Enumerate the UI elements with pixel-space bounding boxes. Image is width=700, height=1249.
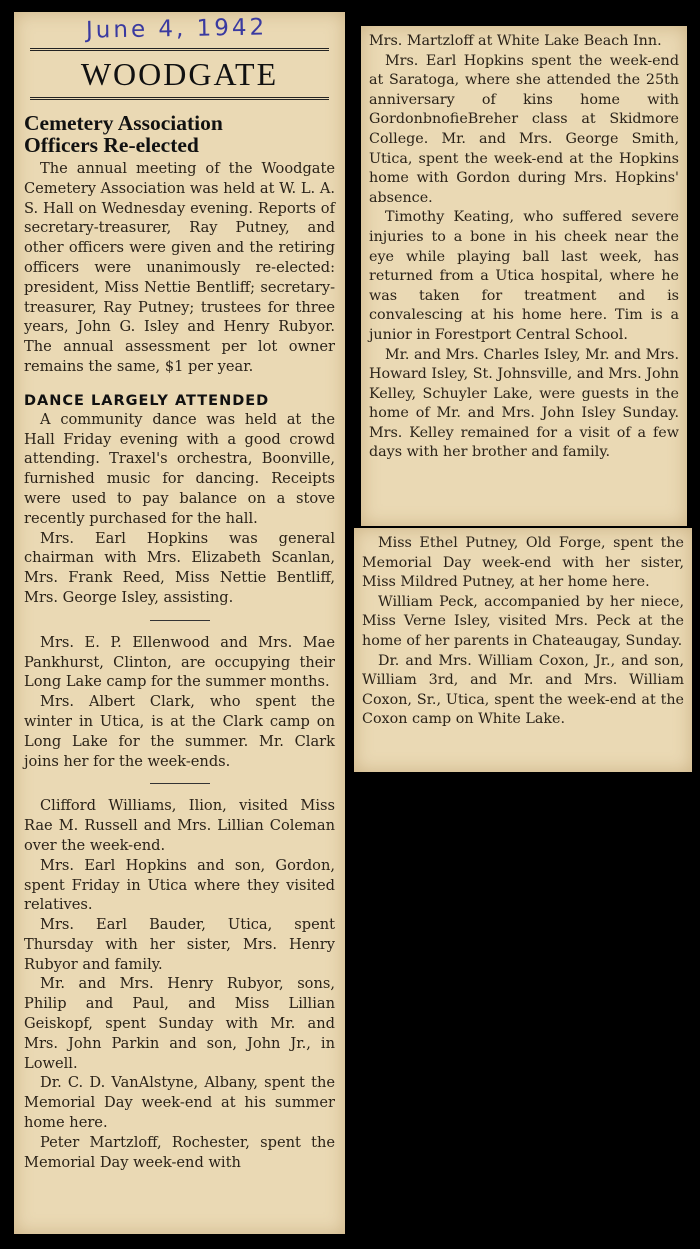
paragraph-cemetery-meeting: The annual meeting of the Woodgate Cemetery Association was held at W. L. A. S. Hall on Wednesday evening. Reports of secretary-treasurer, Ray Putney, and other officers were given and the retiring officers were unanimously re-elected: president, Miss Nettie Bentliff; secretary-treasurer, Ray Putney; trustees for three years, John G. Isley and Henry Rubyor. The annual assessment per lot owner remains the same, $1 per year.	[24, 160, 335, 375]
headline-line-1: Cemetery Association	[24, 111, 223, 135]
paragraph-chairman: Mrs. Earl Hopkins was general chairman with Mrs. Elizabeth Scanlan, Mrs. Frank Reed, Miss Nettie Bentliff, Mrs. George Isley, assisting.	[24, 529, 335, 606]
masthead-title: WOODGATE	[80, 56, 279, 92]
paragraph-bauder: Mrs. Earl Bauder, Utica, spent Thursday with her sister, Mrs. Henry Rubyor and family.	[24, 916, 335, 973]
paragraph-rubyor: Mr. and Mrs. Henry Rubyor, sons, Philip and Paul, and Miss Lillian Geiskopf, spent Sunday with Mr. and Mrs. John Parkin and son, John Jr., in Lowell.	[24, 975, 335, 1072]
paragraph-vanalstyne: Dr. C. D. VanAlstyne, Albany, spent the Memorial Day week-end at his summer home here.	[24, 1074, 335, 1132]
paragraph-williams: Clifford Williams, Ilion, visited Miss Rae M. Russell and Mrs. Lillian Coleman over the week-end.	[24, 797, 335, 854]
paragraph-hopkins-saratoga: Mrs. Earl Hopkins spent the week-end at Saratoga, where she attended the 25th anniversary of kins home with GordonbnofieBreher class at Skidmore College. Mr. and Mrs. George Smith, Utica, spent the week-end at the Hopkins home with Gordon during Mrs. Hopkins' absence.	[369, 52, 679, 206]
article-headline	[24, 112, 335, 156]
paragraph-hopkins-gordon: Mrs. Earl Hopkins and son, Gordon, spent Friday in Utica where they visited relatives.	[24, 856, 335, 914]
handwritten-date: June 4, 1942	[85, 14, 268, 44]
divider-rule	[150, 783, 210, 784]
divider-rule	[150, 620, 210, 621]
paragraph-putney: Miss Ethel Putney, Old Forge, spent the Memorial Day week-end with her sister, Miss Mildred Putney, at her home here.	[362, 535, 684, 591]
headline-line-2: Officers Re-elected	[24, 133, 199, 157]
paragraph-ellenwood: Mrs. E. P. Ellenwood and Mrs. Mae Pankhurst, Clinton, are occupying their Long Lake camp for the summer months.	[24, 633, 335, 691]
clipping-right-bottom	[354, 528, 692, 772]
paragraph-martzloff-continued: Mrs. Martzloff at White Lake Beach Inn.	[369, 33, 662, 49]
paragraph-coxon: Dr. and Mrs. William Coxon, Jr., and son, William 3rd, and Mr. and Mrs. William Coxon, Sr., Utica, spent the week-end at the Coxon camp on White Lake.	[362, 652, 684, 728]
subheadline-dance: DANCE LARGELY ATTENDED	[24, 392, 270, 409]
masthead	[30, 48, 329, 100]
clipping-right-top	[361, 26, 687, 526]
clipping-left-column	[14, 12, 345, 1234]
paragraph-dance: A community dance was held at the Hall Friday evening with a good crowd attending. Traxel's orchestra, Boonville, furnished music for dancing. Receipts were used to pay balance on a stove recently purchased for the hall.	[24, 410, 335, 527]
paragraph-isley-guests: Mr. and Mrs. Charles Isley, Mr. and Mrs. Howard Isley, St. Johnsville, and Mrs. John Kelley, Schuyler Lake, were guests in the home of Mr. and Mrs. John Isley Sunday. Mrs. Kelley remained for a visit of a few days with her brother and family.	[369, 346, 679, 461]
paragraph-martzloff: Peter Martzloff, Rochester, spent the Memorial Day week-end with	[24, 1133, 335, 1171]
paragraph-clark: Mrs. Albert Clark, who spent the winter in Utica, is at the Clark camp on Long Lake for the summer. Mr. Clark joins her for the week-ends.	[24, 693, 335, 770]
paragraph-keating: Timothy Keating, who suffered severe injuries to a bone in his cheek near the eye while playing ball last week, has returned from a Utica hospital, where he was taken for treatment and is convalescing at his home here. Tim is a junior in Forestport Central School.	[369, 209, 679, 343]
paragraph-peck: William Peck, accompanied by her niece, Miss Verne Isley, visited Mrs. Peck at the home of her parents in Chateaugay, Sunday.	[362, 593, 684, 649]
